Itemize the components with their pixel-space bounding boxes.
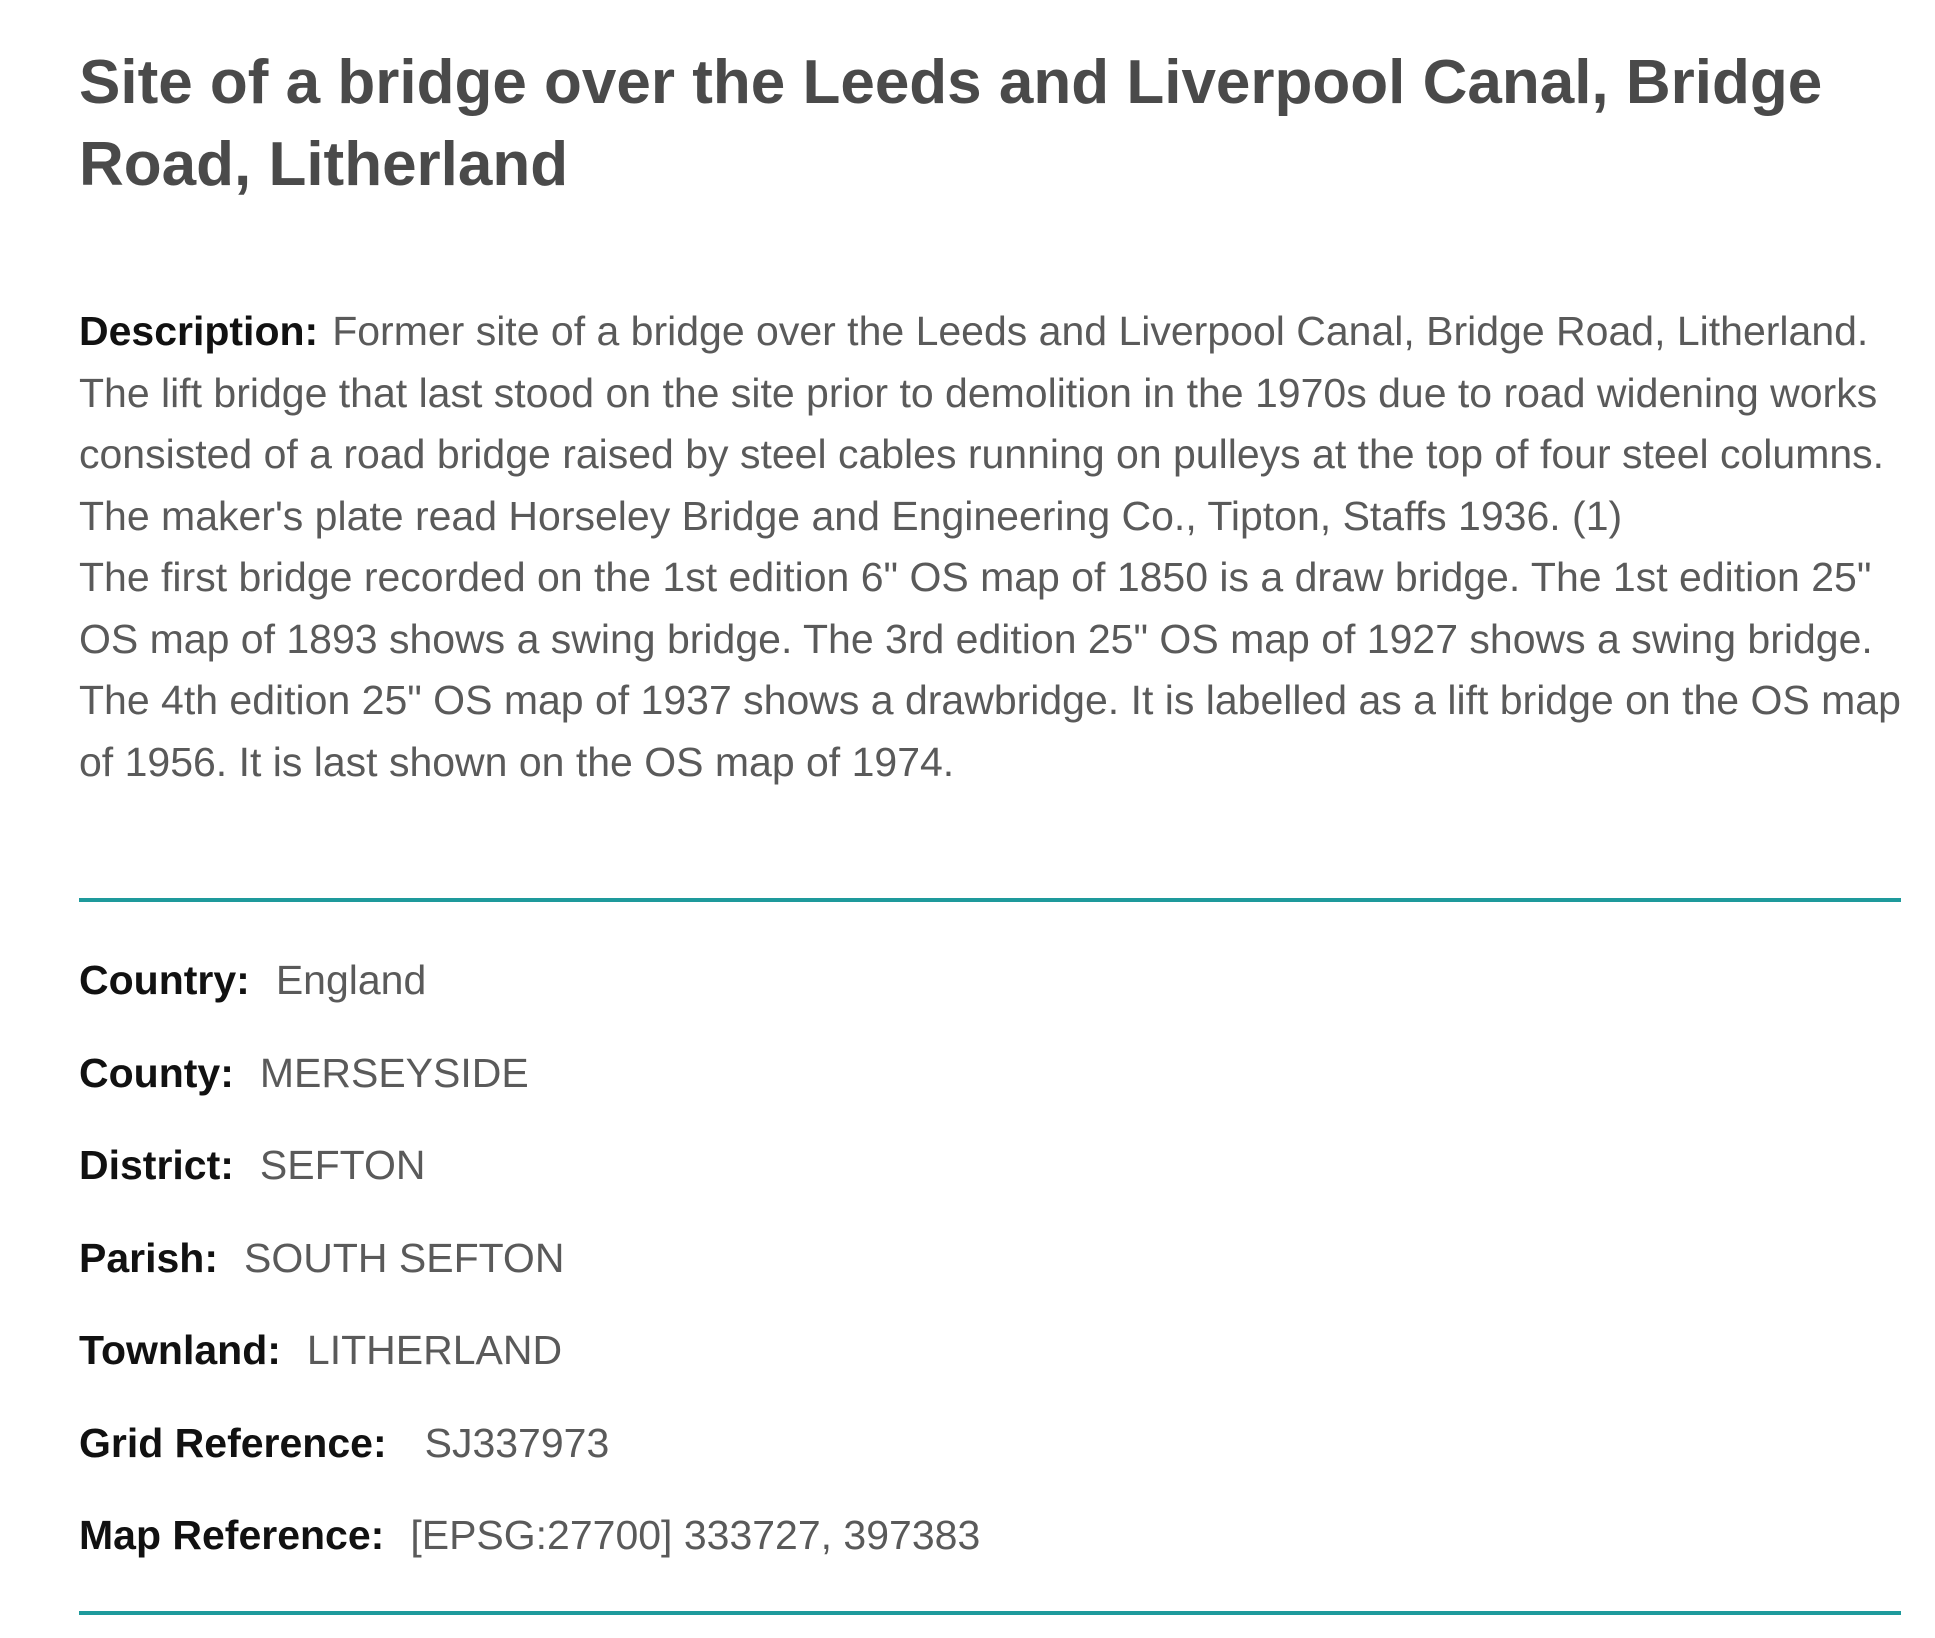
section-divider-top (79, 898, 1901, 902)
grid-reference-label: Grid Reference: (79, 1419, 387, 1466)
field-county (79, 1033, 1901, 1126)
field-parish (79, 1218, 1901, 1311)
page-title: Site of a bridge over the Leeds and Liverpool Canal, Bridge Road, Litherland (79, 48, 1823, 199)
district-label: District: (79, 1142, 234, 1188)
field-grid-reference (79, 1403, 1901, 1496)
description-paragraph-1 (79, 301, 1901, 547)
location-fields (79, 940, 1901, 1588)
description-label: Description: (79, 308, 319, 354)
townland-label: Townland: (79, 1327, 281, 1373)
parish-label: Parish: (79, 1234, 218, 1281)
county-value: MERSEYSIDE (259, 1049, 529, 1096)
section-divider-bottom (79, 1611, 1901, 1615)
field-townland (79, 1310, 1901, 1403)
grid-reference-value: SJ337973 (424, 1419, 610, 1466)
townland-value: LITHERLAND (306, 1327, 563, 1373)
country-value: England (275, 957, 427, 1003)
description-paragraph-2: The first bridge recorded on the 1st edition 6" OS map of 1850 is a draw bridge. The 1st edition 25" OS map of 1893 shows a swing bridge. The 3rd edition 25" OS map of 1927 shows a swing bridge. The 4th edition 25" OS map of 1937 shows a drawbridge. It is labelled as a lift bridge on the OS map of 1956. It is last shown on the OS map of 1974. (79, 554, 1901, 785)
map-reference-value: [EPSG:27700] 333727, 397383 (410, 1512, 981, 1558)
county-label: County: (79, 1049, 234, 1096)
field-country (79, 940, 1901, 1033)
parish-value: SOUTH SEFTON (244, 1234, 565, 1281)
description-section (79, 301, 1901, 793)
map-reference-label: Map Reference: (79, 1512, 385, 1558)
record-page (79, 0, 1901, 1558)
description-text-1: Former site of a bridge over the Leeds and Liverpool Canal, Bridge Road, Litherland. The lift bridge that last stood on the site prior to demolition in the 1970s due to road widening works consisted of a road bridge raised by steel cables running on pulleys at the top of four steel columns. The maker's plate read Horseley Bridge and Engineering Co., Tipton, Staffs 1936. (1) (79, 308, 1885, 539)
field-district (79, 1125, 1901, 1218)
district-value: SEFTON (259, 1142, 426, 1188)
field-map-reference (79, 1495, 1901, 1588)
country-label: Country: (79, 957, 250, 1003)
